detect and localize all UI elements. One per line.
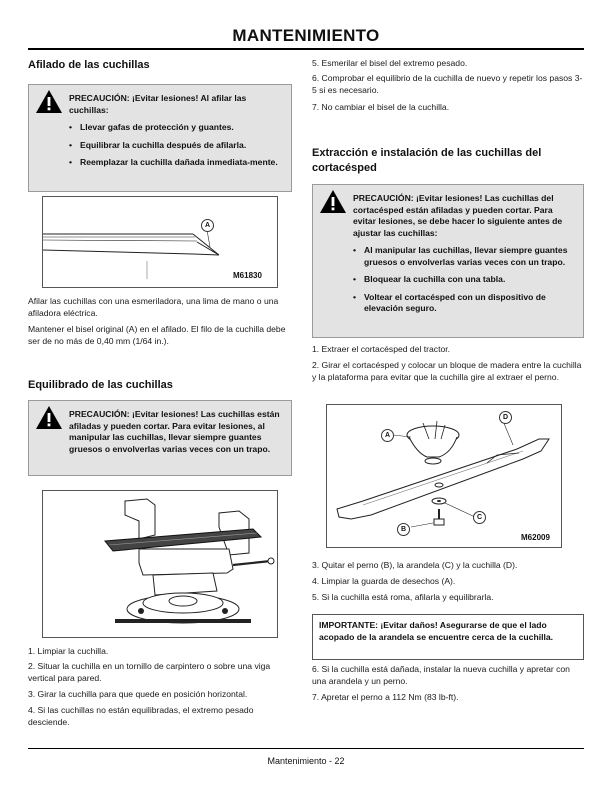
callout-a: A — [381, 429, 394, 442]
step-item: 5. Esmerilar el bisel del extremo pesado. — [312, 58, 468, 68]
step-item: 2. Situar la cuchilla en un tornillo de carpintero o sobre una viga vertical para pared. — [28, 661, 271, 683]
step-item: 3. Girar la cuchilla para que quede en posición horizontal. — [28, 689, 248, 699]
caution-bullet: • Equilibrar la cuchilla después de afilarla. — [69, 140, 283, 152]
important-box: IMPORTANTE: ¡Evitar daños! Asegurarse de que el lado acopado de la arandela se encuentre cerca de la cuchilla. — [312, 614, 584, 660]
callout-c: C — [473, 511, 486, 524]
caution-bullets — [37, 122, 283, 169]
section-heading-afilado: Afilado de las cuchillas — [28, 59, 150, 71]
caution-bullet: • Llevar gafas de protección y guantes. — [69, 122, 283, 134]
blade-removal-illustration — [327, 405, 561, 547]
step-item: 7. Apretar el perno a 112 Nm (83 lb-ft). — [312, 692, 459, 702]
step-item: 4. Si las cuchillas no están equilibradas, el extremo pesado desciende. — [28, 705, 254, 727]
callout-b: B — [397, 523, 410, 536]
warning-triangle-icon — [319, 189, 347, 214]
figure-blade-bevel — [42, 196, 278, 288]
caution-bullet: • Al manipular las cuchillas, llevar siempre guantes gruesos o envolverlas varias veces con un trapo. — [353, 245, 575, 268]
caution-box-afilado — [28, 84, 292, 192]
footer-rule — [28, 748, 584, 749]
warning-triangle-icon — [35, 89, 63, 114]
callout-a: A — [201, 219, 214, 232]
caution-lead: PRECAUCIÓN: ¡Evitar lesiones! Las cuchillas están afiladas y pueden cortar. Para evitar lesiones, al manipular las cuchillas, llevar siempre guantes gruesos o envolverlas varias veces con un trapo. — [37, 409, 283, 455]
step-item: 6. Comprobar el equilibrio de la cuchilla de nuevo y repetir los pasos 3-5 si es necesario. — [312, 73, 583, 95]
section-heading-extraccion: Extracción e instalación de las cuchillas del cortacésped — [312, 147, 542, 174]
caution-lead: PRECAUCIÓN: ¡Evitar lesiones! Al afilar las cuchillas: — [37, 93, 283, 116]
caution-bullets — [321, 245, 575, 315]
figure-vise — [42, 490, 278, 638]
caution-box-extraccion — [312, 184, 584, 338]
caution-box-equilibrado — [28, 400, 292, 476]
step-item: 1. Extraer el cortacésped del tractor. — [312, 344, 451, 354]
caution-lead: PRECAUCIÓN: ¡Evitar lesiones! Las cuchillas del cortacésped están afiladas y pueden cortar. Para evitar lesiones, se debe hacer lo siguiente antes de ajustar las cuchillas: — [321, 193, 575, 239]
figure-code: M62009 — [521, 533, 550, 542]
figure-blade-removal — [326, 404, 562, 548]
page-footer: Mantenimiento - 22 — [267, 756, 345, 766]
step-item: 1. Limpiar la cuchilla. — [28, 646, 109, 656]
step-item: 3. Quitar el perno (B), la arandela (C) y la cuchilla (D). — [312, 560, 518, 570]
paragraph: Mantener el bisel original (A) en el afilado. El filo de la cuchilla debe ser de no más de 0,40 mm (1/64 in.). — [28, 324, 286, 346]
step-item: 2. Girar el cortacésped y colocar un bloque de madera entre la cuchilla y la plataforma para evitar que la cuchilla gire al extraer el perno. — [312, 360, 582, 382]
page-title: MANTENIMIENTO — [232, 26, 380, 45]
step-item: 6. Si la cuchilla está dañada, instalar la nueva cuchilla y apretar con una arandela y un perno. — [312, 664, 570, 686]
caution-bullet: • Bloquear la cuchilla con una tabla. — [353, 274, 575, 286]
figure-code: M61830 — [233, 271, 262, 280]
step-item: 4. Limpiar la guarda de desechos (A). — [312, 576, 456, 586]
paragraph: Afilar las cuchillas con una esmeriladora, una lima de mano o una afiladora eléctrica. — [28, 296, 279, 318]
callout-d: D — [499, 411, 512, 424]
caution-bullet: • Reemplazar la cuchilla dañada inmediata-mente. — [69, 157, 283, 169]
warning-triangle-icon — [35, 405, 63, 430]
section-heading-equilibrado: Equilibrado de las cuchillas — [28, 379, 173, 391]
caution-bullet: • Voltear el cortacésped con un dispositivo de elevación seguro. — [353, 292, 575, 315]
step-item: 5. Si la cuchilla está roma, afilarla y equilibrarla. — [312, 592, 494, 602]
step-item: 7. No cambiar el bisel de la cuchilla. — [312, 102, 450, 112]
vise-illustration — [43, 491, 277, 637]
header-rule — [28, 48, 584, 50]
